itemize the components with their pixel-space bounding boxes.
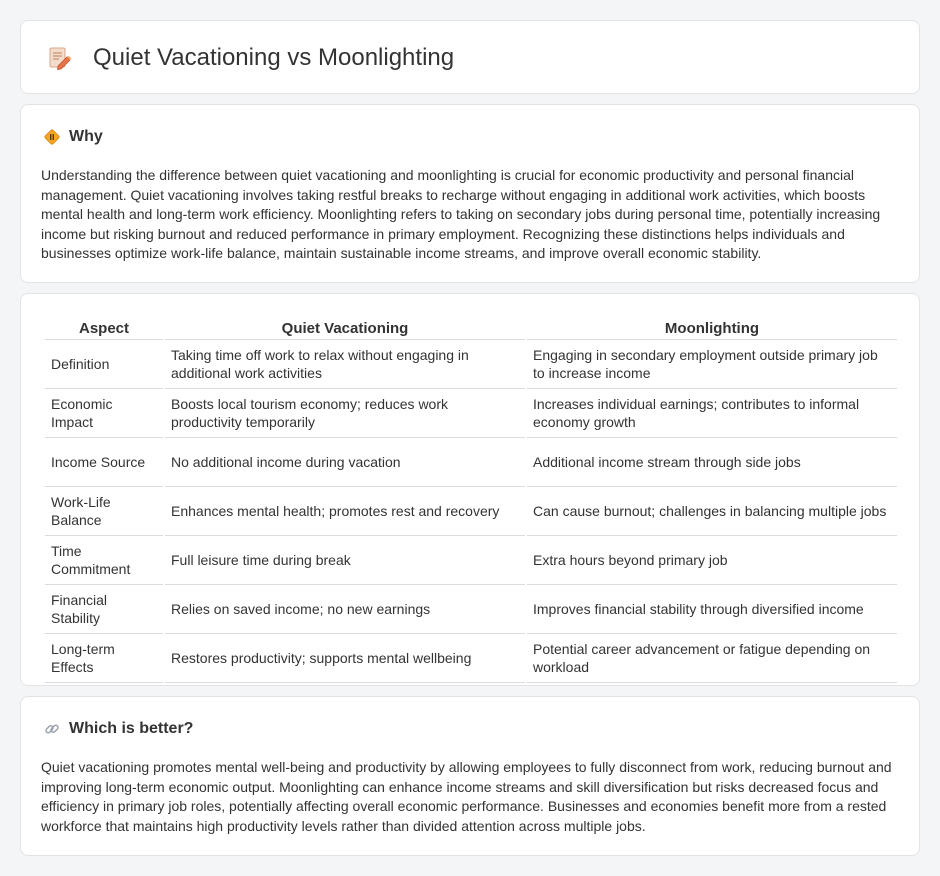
which-is-better-section <box>20 696 920 856</box>
aspect-cell: Work-Life Balance <box>45 487 163 536</box>
table-header-row <box>45 314 897 340</box>
table-row <box>45 487 897 536</box>
aspect-cell: Financial Stability <box>45 585 163 634</box>
document-pencil-icon <box>45 44 73 72</box>
moonlighting-cell: Can cause burnout; challenges in balancing multiple jobs <box>527 487 897 536</box>
why-header <box>43 127 103 147</box>
aspect-cell: Time Commitment <box>45 536 163 585</box>
moonlighting-cell: Improves financial stability through diversified income <box>527 585 897 634</box>
why-section <box>20 104 920 283</box>
better-heading: Which is better? <box>69 720 194 737</box>
table-row <box>45 340 897 389</box>
better-body: Quiet vacationing promotes mental well-being and productivity by allowing employees to fully disconnect from work, reducing burnout and improving long-term economic output. Moonlighting can enhance income streams and skill diversification but risks decreased focus and efficiency in primary job roles, potentially affecting overall economic performance. Businesses and economies benefit more from a rested workforce that maintains high productivity levels rather than divided attention across multiple jobs. <box>41 759 892 834</box>
quiet-vacationing-cell: Full leisure time during break <box>165 536 525 585</box>
better-header <box>43 719 193 739</box>
page-title: Quiet Vacationing vs Moonlighting <box>93 44 455 71</box>
table-row <box>45 389 897 438</box>
link-icon <box>43 720 61 738</box>
column-header-quiet-vacationing: Quiet Vacationing <box>165 314 525 340</box>
comparison-section <box>20 293 920 686</box>
quiet-vacationing-cell: Enhances mental health; promotes rest and recovery <box>165 487 525 536</box>
quiet-vacationing-cell: No additional income during vacation <box>165 438 525 487</box>
why-body: Understanding the difference between quiet vacationing and moonlighting is crucial for economic productivity and personal financial management. Quiet vacationing involves taking restful breaks to recharge without engaging in additional work activities, which boosts mental health and long-term work efficiency. Moonlighting refers to taking on secondary jobs during personal time, potentially increasing income but risking burnout and reduced performance in primary employment. Recognizing these distinctions helps individuals and businesses optimize work-life balance, maintain sustainable income streams, and improve overall economic stability. <box>41 167 881 261</box>
table-row <box>45 634 897 683</box>
moonlighting-cell: Additional income stream through side jobs <box>527 438 897 487</box>
aspect-cell: Income Source <box>45 438 163 487</box>
aspect-cell: Economic Impact <box>45 389 163 438</box>
moonlighting-cell: Potential career advancement or fatigue depending on workload <box>527 634 897 683</box>
comparison-table <box>43 314 899 683</box>
moonlighting-cell: Engaging in secondary employment outside primary job to increase income <box>527 340 897 389</box>
road-sign-icon <box>43 128 61 146</box>
moonlighting-cell: Extra hours beyond primary job <box>527 536 897 585</box>
table-row <box>45 438 897 487</box>
quiet-vacationing-cell: Boosts local tourism economy; reduces work productivity temporarily <box>165 389 525 438</box>
why-heading: Why <box>69 128 103 145</box>
column-header-aspect: Aspect <box>45 314 163 340</box>
quiet-vacationing-cell: Taking time off work to relax without engaging in additional work activities <box>165 340 525 389</box>
aspect-cell: Long-term Effects <box>45 634 163 683</box>
table-row <box>45 585 897 634</box>
column-header-moonlighting: Moonlighting <box>527 314 897 340</box>
table-row <box>45 536 897 585</box>
title-card <box>20 20 920 94</box>
title-row <box>45 43 454 73</box>
quiet-vacationing-cell: Restores productivity; supports mental wellbeing <box>165 634 525 683</box>
moonlighting-cell: Increases individual earnings; contributes to informal economy growth <box>527 389 897 438</box>
aspect-cell: Definition <box>45 340 163 389</box>
quiet-vacationing-cell: Relies on saved income; no new earnings <box>165 585 525 634</box>
